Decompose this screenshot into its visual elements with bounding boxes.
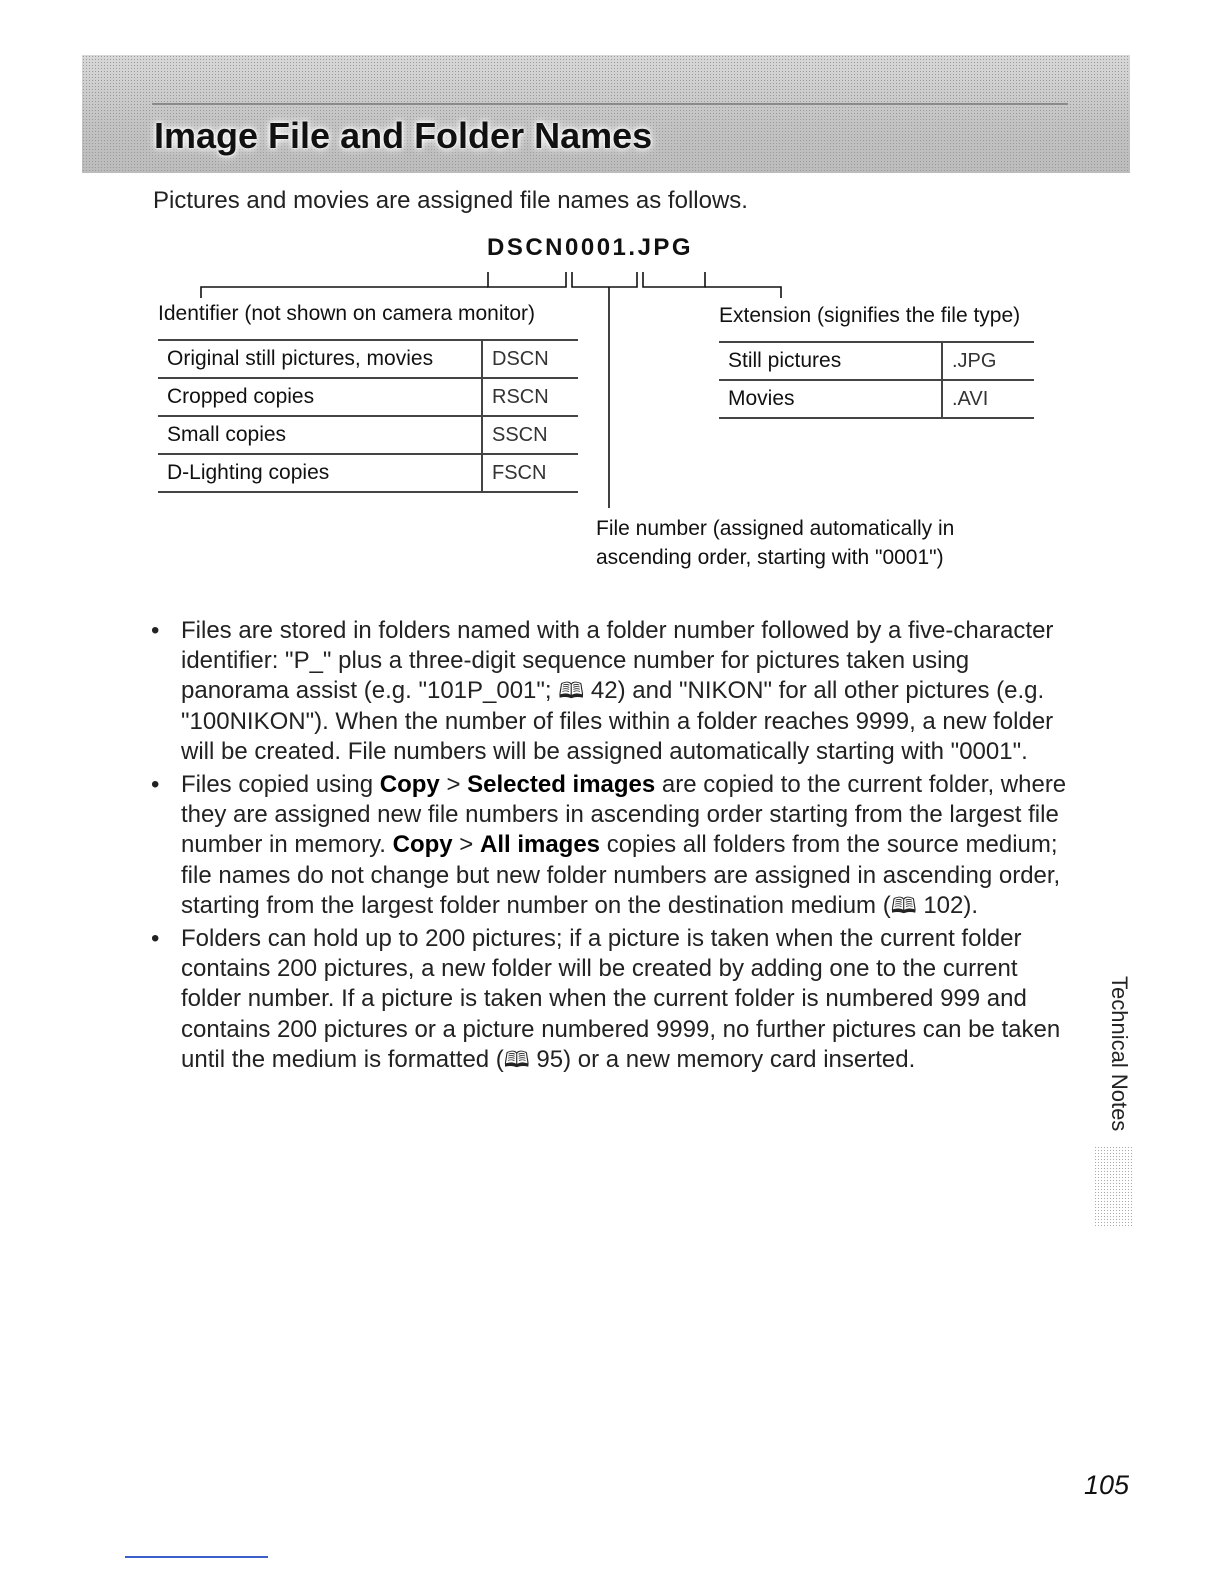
- intro-text: Pictures and movies are assigned file names as follows.: [153, 187, 748, 214]
- table-row: [158, 416, 578, 454]
- identifier-type: Cropped copies: [158, 378, 482, 416]
- identifier-type: Small copies: [158, 416, 482, 454]
- identifier-type: Original still pictures, movies: [158, 340, 482, 378]
- table-row: [158, 378, 578, 416]
- identifier-bracket: [201, 287, 488, 298]
- book-icon: 🕮︎: [558, 678, 585, 704]
- menu-all-images: All images: [479, 831, 601, 859]
- identifier-code: SSCN: [482, 416, 578, 454]
- identifier-code: FSCN: [482, 454, 578, 492]
- extension-type: Movies: [719, 380, 942, 418]
- table-row: [158, 454, 578, 492]
- identifier-label: Identifier (not shown on camera monitor): [158, 302, 536, 325]
- table-row: [719, 342, 1034, 380]
- identifier-code: DSCN: [482, 340, 578, 378]
- notes-list: [148, 616, 1078, 1078]
- menu-selected-images: Selected images: [467, 771, 656, 799]
- extension-code: .JPG: [942, 342, 1034, 380]
- extension-bracket: [643, 272, 705, 287]
- list-item: • Folders can hold up to 200 pictures; if a picture is taken when the current folder contains 200 pictures, a new folder will be created by adding one to the current folder number. If a picture is taken when the current folder is numbered 999 and contains 200 pictures or a picture numbered 9999, no further pictures can be taken until the medium is formatted (🕮︎ 95) or a new memory card inserted.: [148, 924, 1078, 1075]
- page-reference[interactable]: 102: [923, 891, 964, 919]
- extension-label: Extension (signifies the file type): [719, 304, 1021, 327]
- side-tab-marker: [1094, 1146, 1132, 1228]
- list-item: • Files copied using Copy > Selected images are copied to the current folder, where they are assigned new file numbers in ascending order starting from the largest file number in memory. Copy > All images copies all folders from the source medium; file names do not change but new folder numbers are assigned in ascending order, starting from the largest folder number on the destination medium (🕮︎ 102).: [148, 770, 1078, 921]
- file-name-brackets: [0, 0, 1224, 600]
- file-number-bracket: [572, 272, 637, 287]
- file-number-label: File number (assigned automatically in ascending order, starting with "0001"): [596, 517, 955, 569]
- book-icon: 🕮︎: [503, 1046, 530, 1072]
- menu-copy: Copy: [392, 831, 453, 859]
- extension-code: .AVI: [942, 380, 1034, 418]
- table-row: [719, 380, 1034, 418]
- extension-type: Still pictures: [719, 342, 942, 380]
- footer-rule: [125, 1556, 268, 1558]
- example-file-name: DSCN0001.JPG: [487, 234, 694, 261]
- list-item: • Files are stored in folders named with a folder number followed by a five-character identifier: "P_" plus a three-digit sequence number for pictures taken using panorama assist (e.g. "101P_001"; 🕮︎ 42) and "NIKON" for all other pictures (e.g. "100NIKON"). When the number of files within a folder reaches 9999, a new folder will be created. File numbers will be assigned automatically starting with "0001".: [148, 616, 1078, 767]
- identifier-type: D-Lighting copies: [158, 454, 482, 492]
- page-number: 105: [1084, 1470, 1130, 1500]
- page-reference[interactable]: 42: [590, 677, 618, 705]
- identifier-table: [158, 339, 578, 493]
- page-reference[interactable]: 95: [536, 1045, 564, 1073]
- identifier-code: RSCN: [482, 378, 578, 416]
- page-title: Image File and Folder Names: [154, 115, 653, 156]
- book-icon: 🕮︎: [890, 892, 917, 918]
- section-side-tab: Technical Notes: [1107, 976, 1132, 1132]
- menu-copy: Copy: [379, 771, 440, 799]
- table-row: [158, 340, 578, 378]
- extension-table: [719, 341, 1034, 419]
